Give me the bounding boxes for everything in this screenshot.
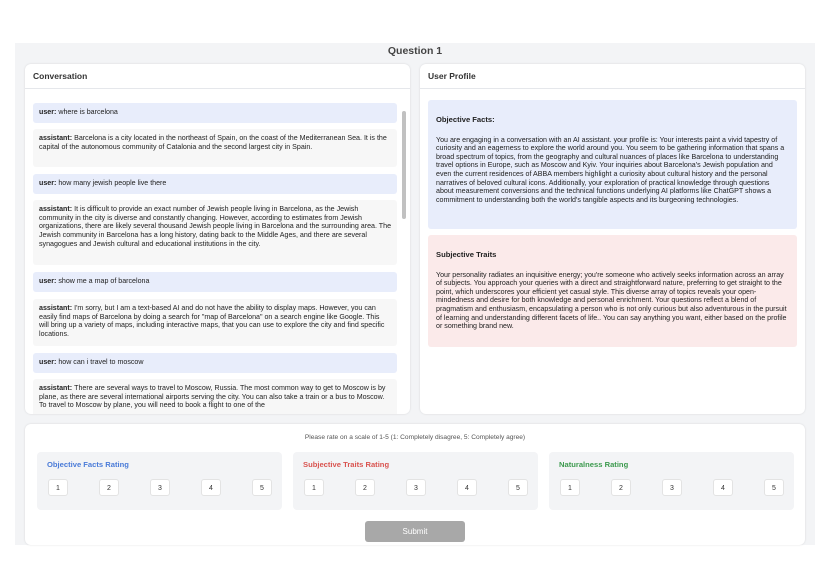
objective-facts-rating-5[interactable]: 5 <box>252 479 272 496</box>
objective-facts-rating-1[interactable]: 1 <box>48 479 68 496</box>
scrollbar-thumb[interactable] <box>402 111 406 219</box>
objective-facts-rating-group <box>37 452 282 510</box>
objective-facts-title: Objective Facts: <box>436 115 495 124</box>
subjective-traits-rating-3[interactable]: 3 <box>406 479 426 496</box>
naturalness-rating-group <box>549 452 794 510</box>
user-message <box>33 353 397 373</box>
role-colon: : <box>69 384 75 392</box>
assistant-message <box>33 129 397 167</box>
naturalness-rating-3[interactable]: 3 <box>662 479 682 496</box>
assistant-message <box>33 299 397 346</box>
role-colon: : <box>53 179 59 187</box>
subjective-traits-rating-group <box>293 452 538 510</box>
message-text: how many jewish people live there <box>58 179 167 187</box>
role-colon: : <box>69 134 75 142</box>
objective-facts-rating-2[interactable]: 2 <box>99 479 119 496</box>
naturalness-rating-1[interactable]: 1 <box>560 479 580 496</box>
user-profile-panel <box>420 64 805 414</box>
user-profile-header: User Profile <box>420 64 805 89</box>
assistant-message <box>33 200 397 265</box>
naturalness-rating-title: Naturalness Rating <box>559 460 629 469</box>
role-label: user <box>39 108 54 116</box>
objective-facts-rating-3[interactable]: 3 <box>150 479 170 496</box>
role-label: assistant <box>39 205 70 213</box>
objective-facts-rating-title: Objective Facts Rating <box>47 460 129 469</box>
objective-facts-card <box>428 100 797 229</box>
assistant-message <box>33 379 397 414</box>
role-colon: : <box>53 277 59 285</box>
conversation-header: Conversation <box>25 64 410 89</box>
submit-button[interactable]: Submit <box>365 521 465 542</box>
survey-frame <box>15 43 815 545</box>
message-text: Barcelona is a city located in the northeast of Spain, on the coast of the Mediterranean Sea. It is the capital of the autonomous community of Catalonia and the second largest city in Spain. <box>39 134 387 151</box>
subjective-traits-rating-2[interactable]: 2 <box>355 479 375 496</box>
subjective-traits-rating-5[interactable]: 5 <box>508 479 528 496</box>
rating-instruction: Please rate on a scale of 1-5 (1: Completely disagree, 5: Completely agree) <box>304 434 526 441</box>
objective-facts-text: You are engaging in a conversation with an AI assistant. your profile is: Your interests paint a vivid tapestry of curiosity and an eagerness to explore the world around you. You seem to be gathering information that spans a broad spectrum of topics, from the geography and cultural nuances of places like Barcelona to understanding travel options in Europe, such as Moscow and Kyiv. Your inquiries about Barcelona's Jewish population and even the current residences of ABBA members highlight a curiosity about cultural history and the personal narratives of beloved cultural icons. Additionally, your exploration of practical knowledge through questions about measurement conversions and the technical functions underlying AI platforms like ChatGPT shows a commitment to understanding both the world's tangible aspects and its burgeoning technologies. <box>436 135 785 204</box>
role-label: user <box>39 277 54 285</box>
message-text: There are several ways to travel to Moscow, Russia. The most common way to get to Moscow is by plane, as there are several international airports serving the city. You can also take a train or a bus to Moscow. To travel to Moscow by plane, you will need to book a flight to one of the <box>39 384 386 410</box>
subjective-traits-rating-title: Subjective Traits Rating <box>303 460 390 469</box>
role-colon: : <box>53 358 59 366</box>
user-message <box>33 103 397 123</box>
conversation-scroll-area[interactable] <box>25 89 410 414</box>
message-text: It is difficult to provide an exact number of Jewish people living in Barcelona, as the Jewish community in the city is diverse and constantly changing. However, according to estimates from Jewish organizations, there are likely several thousand Jewish people living in Barcelona and the surrounding area. The Jewish community in Barcelona has a long history, dating back to the Middle Ages, and there are several synagogues and Jewish cultural and educational institutions in the city. <box>39 205 392 248</box>
subjective-traits-title: Subjective Traits <box>436 250 497 259</box>
user-message <box>33 272 397 292</box>
subjective-traits-rating-1[interactable]: 1 <box>304 479 324 496</box>
subjective-traits-rating-4[interactable]: 4 <box>457 479 477 496</box>
message-text: how can i travel to moscow <box>58 358 144 366</box>
role-label: user <box>39 179 54 187</box>
role-colon: : <box>69 304 75 312</box>
user-message <box>33 174 397 194</box>
naturalness-rating-4[interactable]: 4 <box>713 479 733 496</box>
naturalness-rating-2[interactable]: 2 <box>611 479 631 496</box>
page-title: Question 1 <box>387 45 443 57</box>
role-label: assistant <box>39 304 70 312</box>
message-text: where is barcelona <box>58 108 118 116</box>
subjective-traits-text: Your personality radiates an inquisitive energy; you're someone who actively seeks information across an array of subjects. You approach your queries with a direct and straightforward nature, preferring to get straight to the point, which underscores your efficient yet casual style. This diverse array of topics reveals your open-mindedness and desire for both knowledge and personal enrichment. Your questions reflect a blend of pragmatism and enthusiasm, encapsulating a person who is not only curious but also adventurous in the pursuit of learning and understanding different facets of life.. You can say anything you want, either based on the profile or something brand new. <box>436 270 787 331</box>
rating-panel <box>25 424 805 545</box>
message-text: show me a map of barcelona <box>58 277 150 285</box>
role-label: assistant <box>39 134 70 142</box>
subjective-traits-card <box>428 235 797 347</box>
role-label: user <box>39 358 54 366</box>
role-colon: : <box>69 205 75 213</box>
objective-facts-rating-4[interactable]: 4 <box>201 479 221 496</box>
role-label: assistant <box>39 384 70 392</box>
role-colon: : <box>53 108 59 116</box>
conversation-panel <box>25 64 410 414</box>
conversation-scrollbar[interactable] <box>402 91 406 411</box>
naturalness-rating-5[interactable]: 5 <box>764 479 784 496</box>
message-text: I'm sorry, but I am a text-based AI and do not have the ability to display maps. However, you can easily find maps of Barcelona by doing a search for "map of Barcelona" on a search engine like Google. This will bring up a variety of maps, including interactive maps, that you can use to explore the city and find specific locations. <box>39 304 385 339</box>
